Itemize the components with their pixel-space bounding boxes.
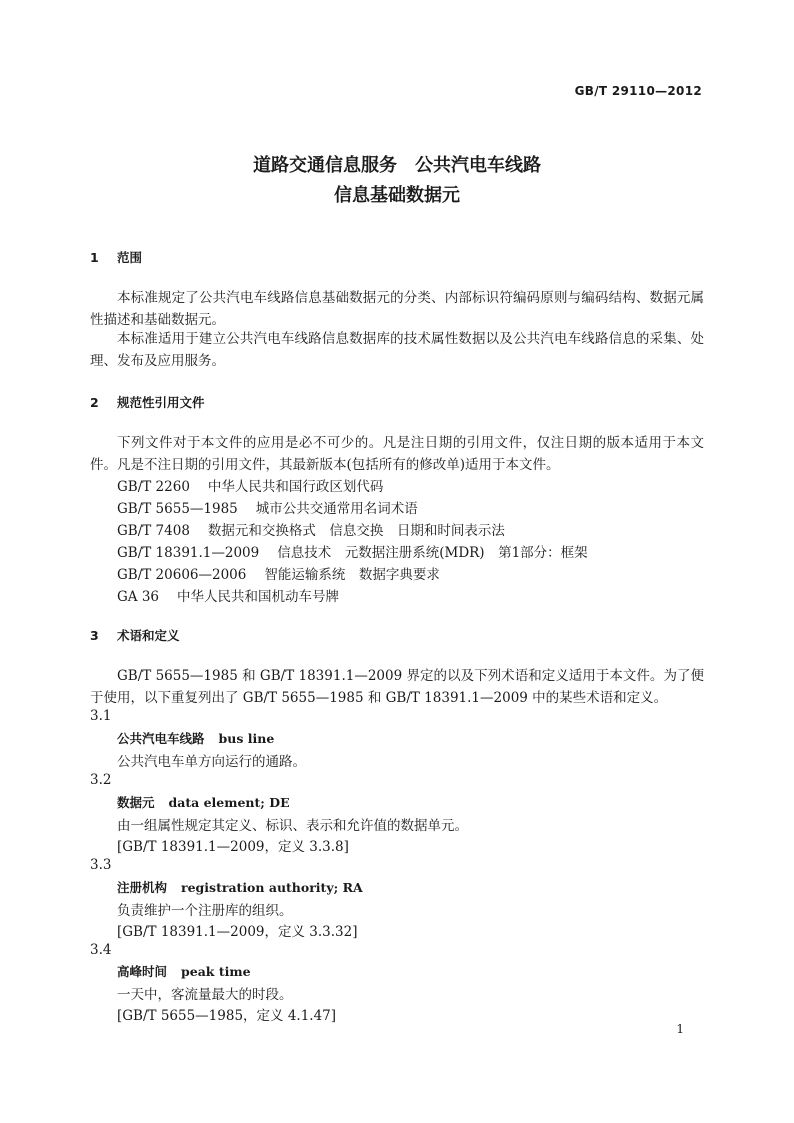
term-english: registration authority; RA [181, 880, 363, 895]
section-number: 3 [90, 628, 99, 643]
reference-title: 数据元和交换格式 信息交换 日期和时间表示法 [207, 523, 505, 539]
section-number: 1 [90, 250, 99, 265]
term-number: 3.2 [90, 772, 112, 788]
term-english: bus line [218, 731, 275, 746]
reference-item [117, 475, 383, 495]
paragraph: 本标准适用于建立公共汽电车线路信息数据库的技术属性数据以及公共汽电车线路信息的采集、处理、发布及应用服务。 [90, 331, 704, 369]
section-1-heading [90, 248, 142, 266]
paragraph: GB/T 5655—1985 和 GB/T 18391.1—2009 界定的以及下列术语和定义适用于本文件。为了便于使用，以下重复列出了 GB/T 5655—1985 和 GB/T 18391.1—2009 中的某些术语和定义。 [90, 668, 704, 706]
reference-item [117, 563, 440, 583]
reference-title: 中华人民共和国机动车号牌 [177, 589, 340, 605]
reference-code: GA 36 [117, 589, 160, 605]
term-definition: 一天中，客流量最大的时段。 [117, 987, 293, 1003]
term-definition: 负责维护一个注册库的组织。 [117, 903, 293, 919]
section-2-heading [90, 393, 205, 411]
reference-title: 中华人民共和国行政区划代码 [207, 479, 384, 495]
reference-title: 城市公共交通常用名词术语 [255, 501, 418, 517]
document-title [0, 151, 794, 211]
term-heading [117, 962, 251, 980]
section-3-heading [90, 626, 180, 644]
term-number: 3.4 [90, 942, 112, 958]
paragraph: 本标准规定了公共汽电车线路信息基础数据元的分类、内部标识符编码原则与编码结构、数据元属性描述和基础数据元。 [90, 290, 704, 328]
term-english: data element; DE [168, 795, 290, 810]
paragraph: 下列文件对于本文件的应用是必不可少的。凡是注日期的引用文件，仅注日期的版本适用于本文件。凡是不注日期的引用文件，其最新版本(包括所有的修改单)适用于本文件。 [90, 435, 704, 473]
term-chinese: 数据元 [117, 795, 155, 810]
standard-code: GB/T 29110—2012 [574, 84, 702, 98]
reference-item [117, 541, 588, 561]
term-definition: 由一组属性规定其定义、标识、表示和允许值的数据单元。 [117, 818, 468, 834]
term-definition: 公共汽电车单方向运行的通路。 [117, 754, 306, 770]
reference-title: 智能运输系统 数据字典要求 [264, 567, 440, 583]
term-chinese: 注册机构 [117, 880, 168, 895]
reference-code: GB/T 18391.1—2009 [117, 545, 260, 561]
term-source: [GB/T 18391.1—2009，定义 3.3.8] [117, 839, 349, 855]
section-number: 2 [90, 395, 99, 410]
term-source: [GB/T 18391.1—2009，定义 3.3.32] [117, 924, 358, 940]
reference-item [117, 585, 339, 605]
term-number: 3.1 [90, 708, 112, 724]
section-title: 范围 [117, 250, 143, 265]
reference-item [117, 519, 505, 539]
reference-item [117, 497, 418, 517]
term-chinese: 高峰时间 [117, 964, 168, 979]
reference-code: GB/T 5655—1985 [117, 501, 238, 517]
section-title: 规范性引用文件 [117, 395, 205, 410]
term-heading [117, 793, 290, 811]
term-heading [117, 729, 274, 747]
term-number: 3.3 [90, 857, 112, 873]
title-line-1: 道路交通信息服务 公共汽电车线路 [253, 155, 541, 176]
title-line-2: 信息基础数据元 [334, 185, 460, 206]
reference-code: GB/T 2260 [117, 479, 190, 495]
term-english: peak time [181, 964, 251, 979]
reference-code: GB/T 20606—2006 [117, 567, 247, 583]
reference-title: 信息技术 元数据注册系统(MDR) 第1部分：框架 [277, 545, 588, 561]
reference-code: GB/T 7408 [117, 523, 190, 539]
section-title: 术语和定义 [117, 628, 180, 643]
term-chinese: 公共汽电车线路 [117, 731, 205, 746]
term-source: [GB/T 5655—1985，定义 4.1.47] [117, 1008, 337, 1024]
term-heading [117, 878, 363, 896]
page-number: 1 [676, 1022, 684, 1036]
